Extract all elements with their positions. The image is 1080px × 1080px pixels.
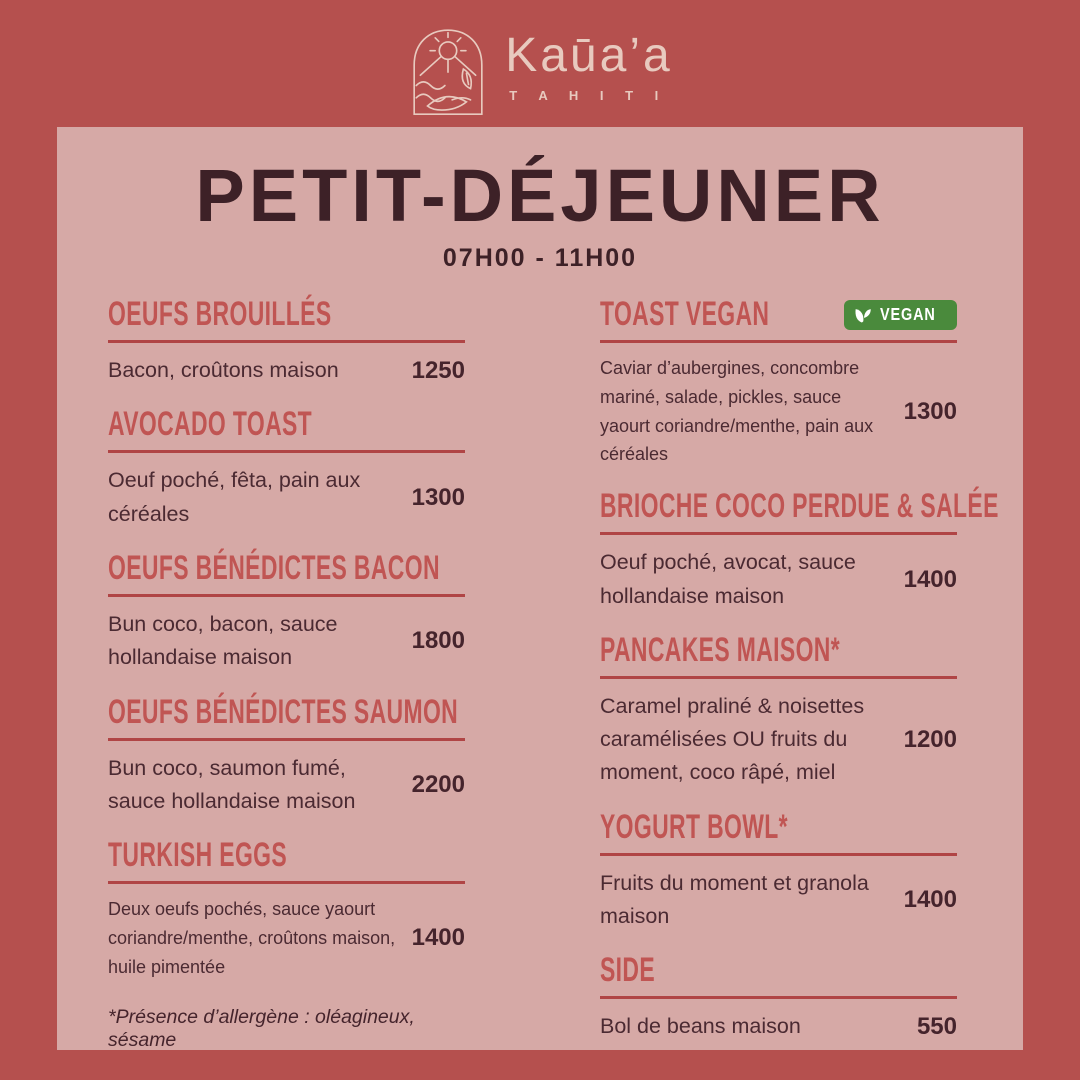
item-title: AVOCADO TOAST bbox=[108, 404, 313, 444]
item-price: 1300 bbox=[411, 483, 465, 511]
vegan-badge bbox=[844, 300, 957, 330]
item-title: TURKISH EGGS bbox=[108, 835, 288, 874]
divider bbox=[600, 996, 957, 999]
item-title: BRIOCHE COCO PERDUE & SALÉE bbox=[600, 486, 999, 525]
divider bbox=[108, 594, 465, 597]
item-price: 1400 bbox=[411, 924, 465, 952]
divider bbox=[108, 340, 465, 343]
menu-columns bbox=[57, 294, 1023, 1064]
brand-text bbox=[505, 31, 672, 102]
menu-column-left bbox=[108, 294, 465, 1064]
brand-header bbox=[0, 24, 1080, 110]
item-price: 550 bbox=[916, 1013, 957, 1041]
menu-card bbox=[57, 127, 1023, 1050]
menu-hours: 07H00 - 11H00 bbox=[442, 244, 638, 272]
item-price: 2200 bbox=[411, 770, 465, 798]
menu-item-turkish-eggs bbox=[108, 835, 465, 981]
menu-column-right bbox=[600, 294, 999, 1064]
brand-name: Kaūa’a bbox=[505, 29, 673, 83]
divider bbox=[600, 532, 957, 535]
item-description: Bun coco, saumon fumé, sauce hollandaise maison bbox=[108, 755, 356, 813]
divider bbox=[108, 738, 465, 741]
divider bbox=[600, 853, 957, 856]
item-description: Caviar d’aubergines, concombre mariné, salade, pickles, sauce yaourt coriandre/menthe, pain aux céréales bbox=[600, 358, 874, 465]
vegan-badge-label: VEGAN bbox=[879, 304, 936, 325]
item-title: OEUFS BROUILLÉS bbox=[108, 294, 332, 333]
menu-item-avocado-toast bbox=[108, 404, 465, 531]
item-price: 1400 bbox=[903, 565, 957, 593]
item-title: OEUFS BÉNÉDICTES BACON bbox=[108, 548, 440, 587]
item-description: Oeuf poché, avocat, sauce hollandaise maison bbox=[600, 550, 856, 608]
item-price: 1200 bbox=[903, 725, 957, 753]
menu-item-brioche-coco bbox=[600, 486, 999, 613]
arch-sun-logo-icon bbox=[407, 24, 489, 110]
menu-item-side bbox=[600, 950, 957, 1043]
item-description: Bun coco, bacon, sauce hollandaise maison bbox=[108, 611, 338, 670]
leaf-icon bbox=[853, 305, 873, 325]
item-description: Oeuf poché, fêta, pain aux céréales bbox=[108, 468, 361, 526]
item-title: PANCAKES MAISON* bbox=[600, 630, 841, 669]
item-description: Bacon, croûtons maison bbox=[108, 358, 339, 382]
divider bbox=[600, 676, 957, 679]
allergen-footnote: *Présence d’allergène : oléagineux, sésame bbox=[108, 1005, 415, 1051]
item-price: 1250 bbox=[411, 356, 465, 384]
item-price: 1400 bbox=[903, 886, 957, 914]
item-title: SIDE bbox=[600, 950, 656, 990]
item-description: Deux oeufs pochés, sauce yaourt coriandre/menthe, croûtons maison, huile pimentée bbox=[108, 899, 396, 977]
divider bbox=[108, 450, 465, 453]
item-price: 1300 bbox=[903, 397, 957, 425]
item-description: Caramel praliné & noisettes caramélisées OU fruits du moment, coco râpé, miel bbox=[600, 693, 865, 785]
item-title: OEUFS BÉNÉDICTES SAUMON bbox=[108, 691, 459, 731]
item-price: 1800 bbox=[411, 627, 465, 655]
item-description: Bol de beans maison bbox=[600, 1014, 801, 1039]
menu-item-yogurt-bowl bbox=[600, 806, 957, 934]
item-title: TOAST VEGAN bbox=[600, 294, 770, 333]
brand-tagline: T A H I T I bbox=[509, 87, 668, 103]
item-title: YOGURT BOWL* bbox=[600, 806, 788, 846]
menu-item-oeufs-benedictes-saumon bbox=[108, 691, 465, 819]
menu-item-oeufs-brouilles bbox=[108, 294, 465, 387]
menu-item-toast-vegan bbox=[600, 294, 957, 469]
divider bbox=[108, 881, 465, 884]
menu-title: PETIT-DÉJEUNER bbox=[195, 154, 885, 237]
menu-item-pancakes-maison bbox=[600, 630, 957, 790]
divider bbox=[600, 340, 957, 343]
item-description: Fruits du moment et granola maison bbox=[600, 870, 869, 929]
menu-item-oeufs-benedictes-bacon bbox=[108, 548, 465, 675]
